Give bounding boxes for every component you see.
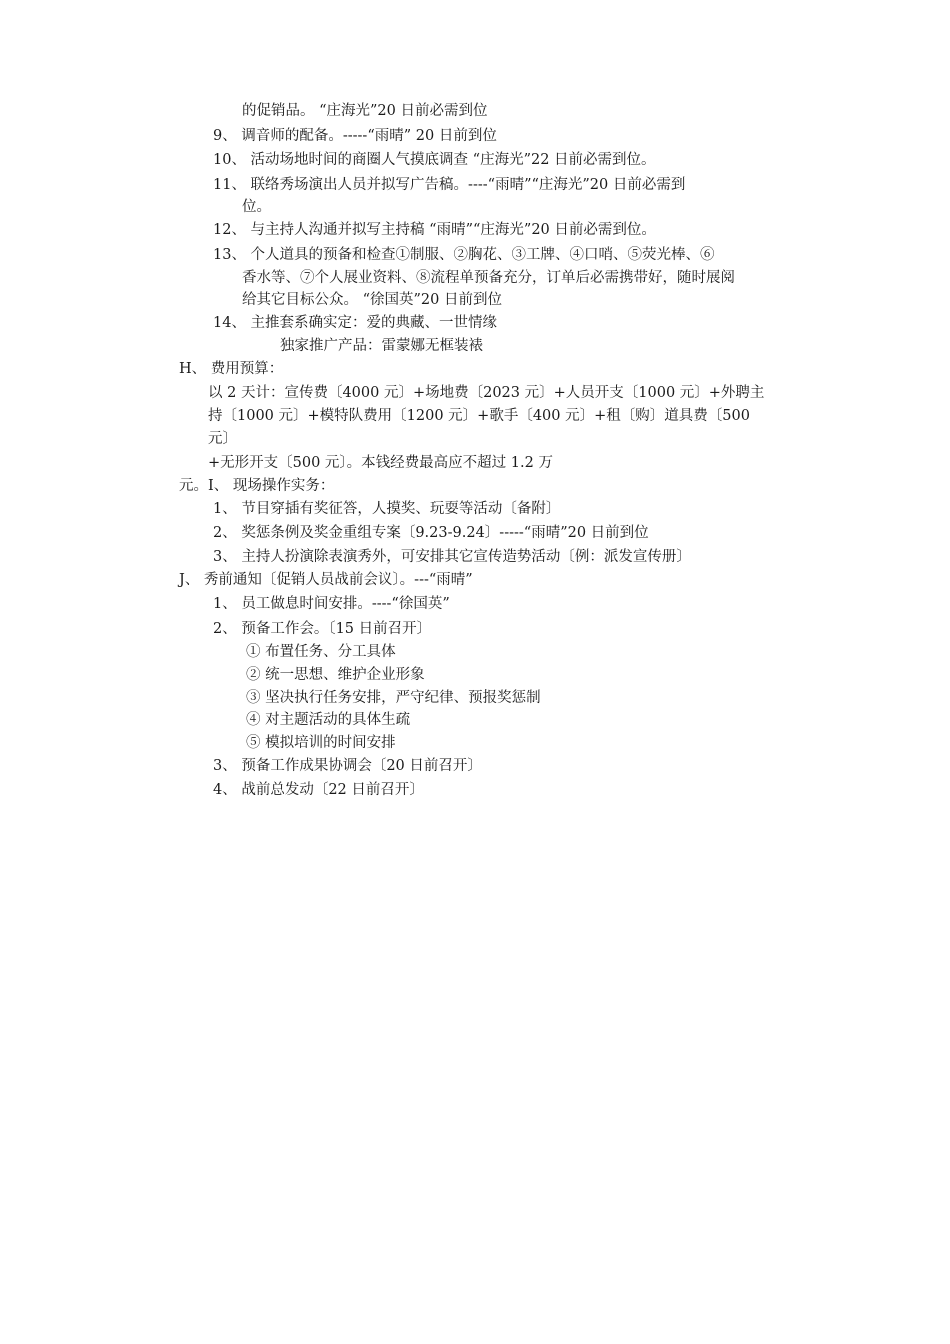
list-item-11: 11、 联络秀场演出人员并拟写广告稿。----“雨晴”“庄海光”20 日前必需到 bbox=[213, 177, 686, 193]
list-item: 3、 预备工作成果协调会〔20 日前召开〕 bbox=[213, 758, 482, 774]
list-item: 1、 节目穿插有奖征答，人摸奖、玩耍等活动〔备附〕 bbox=[213, 501, 561, 517]
list-item-14: 14、 主推套系确实定：爱的典藏、一世情缘 bbox=[213, 315, 498, 331]
list-item: 1、 员工做息时间安排。----“徐国英” bbox=[213, 596, 450, 612]
list-item: 2、 奖惩条例及奖金重组专案〔9.23-9.24〕-----“雨晴”20 日前到位 bbox=[213, 525, 649, 541]
list-item: 2、 预备工作会。〔15 日前召开〕 bbox=[213, 621, 432, 637]
sub-list-item: ④ 对主题活动的具体生疏 bbox=[246, 712, 411, 728]
text-line: 位。 bbox=[242, 199, 271, 215]
text-line: 香水等、⑦个人展业资料、⑧流程单预备充分，订单后必需携带好，随时展阅 bbox=[242, 270, 735, 286]
sub-list-item: ③ 坚决执行任务安排，严守纪律、预报奖惩制 bbox=[246, 690, 541, 706]
text-line: 的促销品。 “庄海光”20 日前必需到位 bbox=[242, 103, 488, 119]
list-item-12: 12、 与主持人沟通并拟写主持稿 “雨晴”“庄海光”20 日前必需到位。 bbox=[213, 222, 656, 238]
text-line: 元〕 bbox=[208, 431, 237, 447]
text-line: 以 2 天计：宣传费〔4000 元〕+场地费〔2023 元〕+人员开支〔1000 元〕+外聘主 bbox=[208, 385, 765, 401]
list-item: 4、 战前总发动〔22 日前召开〕 bbox=[213, 782, 424, 798]
text-line: 持〔1000 元〕+模特队费用〔1200 元〕+歌手〔400 元〕+租〔购〕道具费〔500 bbox=[208, 408, 750, 424]
list-item: 3、 主持人扮演除表演秀外，可安排其它宣传造势活动〔例：派发宣传册〕 bbox=[213, 549, 691, 565]
list-item-9: 9、 调音师的配备。-----“雨晴” 20 日前到位 bbox=[213, 128, 497, 144]
list-item-10: 10、 活动场地时间的商圈人气摸底调查 “庄海光”22 日前必需到位。 bbox=[213, 152, 656, 168]
section-heading-i: 元。I、 现场操作实务： bbox=[179, 478, 335, 494]
list-item-13: 13、 个人道具的预备和检查①制服、②胸花、③工牌、④口哨、⑤荧光棒、⑥ bbox=[213, 247, 715, 263]
text-line: 给其它目标公众。 “徐国英”20 日前到位 bbox=[242, 292, 502, 308]
section-heading-j: J、 秀前通知〔促销人员战前会议〕。---“雨晴” bbox=[179, 572, 473, 588]
sub-list-item: ② 统一思想、维护企业形象 bbox=[246, 667, 425, 683]
sub-list-item: ① 布置任务、分工具体 bbox=[246, 644, 396, 660]
text-line: +无形开支〔500 元〕。本钱经费最高应不超过 1.2 万 bbox=[208, 455, 553, 471]
text-line: 独家推广产品：雷蒙娜无框装裱 bbox=[280, 338, 483, 354]
sub-list-item: ⑤ 模拟培训的时间安排 bbox=[246, 735, 396, 751]
section-heading-h: H、 费用预算： bbox=[179, 361, 284, 377]
